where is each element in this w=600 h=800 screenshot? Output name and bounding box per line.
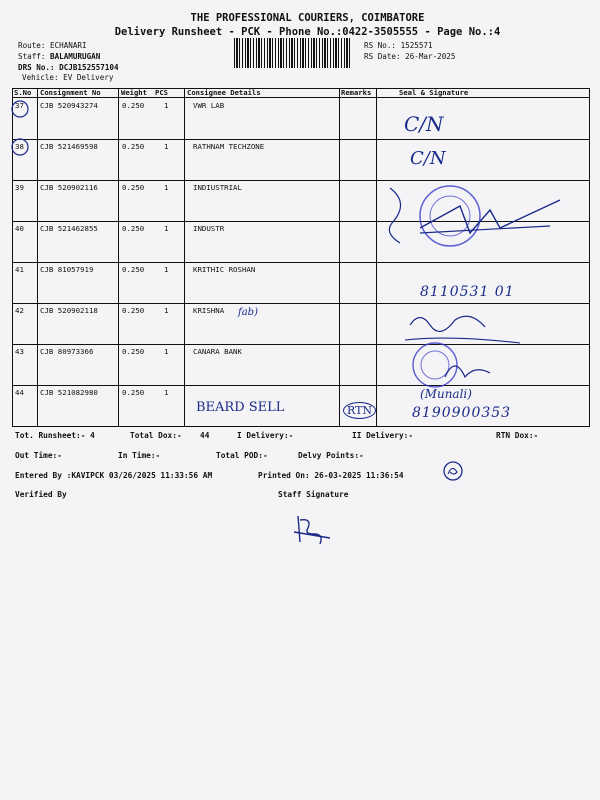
col-line (184, 88, 185, 426)
out-time: Out Time:- (15, 451, 62, 460)
printed-on: Printed On: 26-03-2025 11:36:54 (258, 471, 404, 480)
staff-name: BALAMURUGAN (50, 52, 101, 61)
cell-pcs: 1 (164, 183, 169, 192)
row-divider (12, 303, 590, 304)
ii-delivery: II Delivery:- (352, 431, 414, 440)
cell-pcs: 1 (164, 306, 169, 315)
col-header-pcs: PCS (155, 88, 168, 97)
total-dox-value: 44 (200, 431, 210, 440)
cell-consignment: CJB 81057919 (40, 265, 94, 274)
handwritten-rtn-remark: RTN (343, 402, 376, 419)
cell-weight: 0.250 (122, 347, 145, 356)
rtn-dox: RTN Dox:- (496, 431, 539, 440)
handwritten-consignee-44: BEARD SELL (196, 400, 285, 415)
cell-sno: 40 (15, 224, 24, 233)
col-line (376, 88, 377, 426)
circled-initial-mark (442, 460, 464, 482)
barcode (234, 38, 352, 68)
row-divider (12, 139, 590, 140)
cell-weight: 0.250 (122, 142, 145, 151)
cell-sno: 37 (15, 101, 24, 110)
vehicle: Vehicle: EV Delivery (22, 73, 114, 82)
company-name: THE PROFESSIONAL COURIERS, COIMBATORE (190, 12, 425, 24)
cell-weight: 0.250 (122, 265, 145, 274)
col-line (118, 88, 119, 426)
cell-sno: 44 (15, 388, 24, 397)
cell-consignee: RATHNAM TECHZONE (193, 142, 265, 151)
cell-pcs: 1 (164, 101, 169, 110)
table-header-border (12, 97, 590, 98)
cell-consignee: KRITHIC ROSHAN (193, 265, 256, 274)
cell-consignment: CJB 521082980 (40, 388, 98, 397)
handwritten-circle-marks (10, 97, 40, 157)
handwritten-cn-38: C/N (410, 148, 446, 169)
total-pod: Total POD:- (216, 451, 268, 460)
cell-pcs: 1 (164, 347, 169, 356)
cell-consignment: CJB 521462855 (40, 224, 98, 233)
col-header-consignee: Consignee Details (187, 88, 261, 97)
handwritten-phone-41: 8110531 01 (420, 284, 515, 300)
staff-label: Staff: (18, 52, 51, 61)
handwritten-phone-44: 8190900353 (412, 405, 512, 421)
handwritten-note-42: fab) (238, 307, 258, 318)
cell-consignment: CJB 520943274 (40, 101, 98, 110)
cell-pcs: 1 (164, 388, 169, 397)
cell-consignee: VWR LAB (193, 101, 225, 110)
cell-consignee: INDUSTR (193, 224, 225, 233)
cell-sno: 41 (15, 265, 24, 274)
cell-weight: 0.250 (122, 101, 145, 110)
cell-consignment: CJB 80973366 (40, 347, 94, 356)
rs-date: RS Date: 26-Mar-2025 (364, 52, 456, 61)
stamp-and-signature (380, 178, 580, 258)
total-dox-label: Total Dox:- (130, 431, 182, 440)
cell-pcs: 1 (164, 142, 169, 151)
rs-number: RS No.: 1525571 (364, 41, 433, 50)
col-line (589, 88, 590, 426)
cell-consignee: CANARA BANK (193, 347, 242, 356)
cell-weight: 0.250 (122, 388, 145, 397)
cell-consignment: CJB 520902116 (40, 183, 98, 192)
cell-sno: 42 (15, 306, 24, 315)
col-line (339, 88, 340, 426)
cell-weight: 0.250 (122, 224, 145, 233)
col-header-sno: S.No (14, 88, 32, 97)
route: Route: ECHANARI (18, 41, 87, 50)
drs-number: DRS No.: DCJB152557104 (18, 63, 119, 72)
cell-weight: 0.250 (122, 306, 145, 315)
cell-pcs: 1 (164, 224, 169, 233)
cell-consignment: CJB 521469598 (40, 142, 98, 151)
staff-signature-label: Staff Signature (278, 490, 349, 499)
i-delivery: I Delivery:- (237, 431, 294, 440)
handwritten-name-44: (Munali) (420, 387, 472, 401)
col-header-remarks: Remarks (341, 88, 372, 97)
cell-consignee: INDIUSTRIAL (193, 183, 242, 192)
staff (18, 52, 100, 61)
cell-consignee: KRISHNA (193, 306, 225, 315)
entered-by: Entered By :KAVIPCK 03/26/2025 11:33:56 AM (15, 471, 213, 480)
row-divider (12, 262, 590, 263)
col-header-seal: Seal & Signature (399, 88, 469, 97)
col-header-weight: Weight (121, 88, 147, 97)
in-time: In Time:- (118, 451, 161, 460)
cell-consignment: CJB 520902118 (40, 306, 98, 315)
cell-sno: 38 (15, 142, 24, 151)
verified-by: Verified By (15, 490, 67, 499)
tot-runsheet: Tot. Runsheet:- 4 (15, 431, 95, 440)
col-header-consignment: Consignment No (40, 88, 101, 97)
cell-pcs: 1 (164, 265, 169, 274)
signature-and-stamp-42-43 (400, 305, 580, 390)
table-bottom-border (12, 426, 590, 427)
staff-signature-mark (290, 512, 340, 548)
cell-sno: 39 (15, 183, 24, 192)
cell-weight: 0.250 (122, 183, 145, 192)
delvy-points: Delvy Points:- (298, 451, 364, 460)
handwritten-cn-37: C/N (404, 112, 444, 136)
cell-sno: 43 (15, 347, 24, 356)
runsheet-title: Delivery Runsheet - PCK - Phone No.:0422-3505555 - Page No.:4 (114, 26, 501, 38)
